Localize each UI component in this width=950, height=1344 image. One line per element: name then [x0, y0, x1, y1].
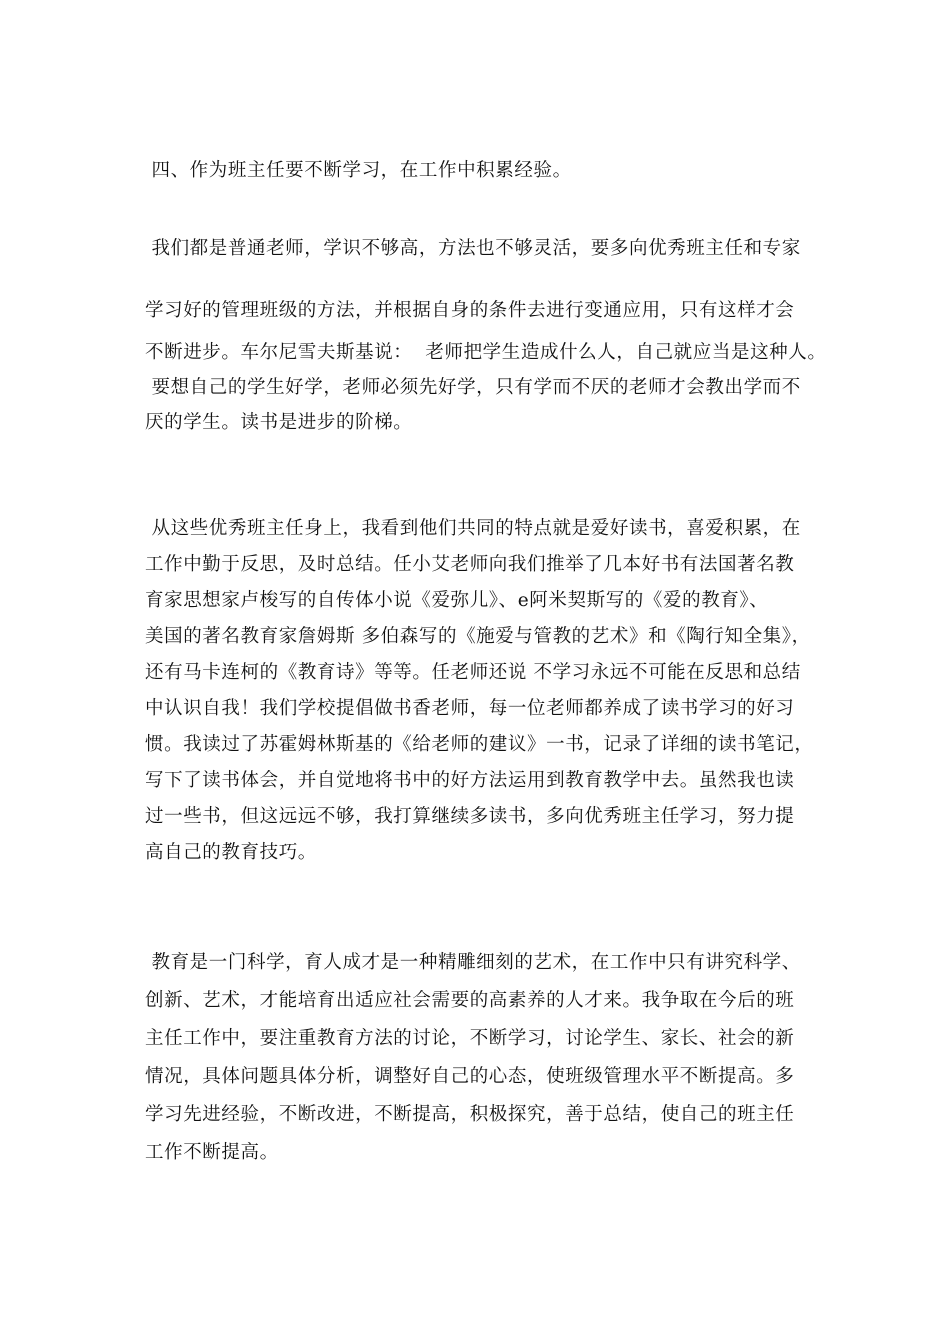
paragraph-2-line-1: 从这些优秀班主任身上，我看到他们共同的特点就是爱好读书，喜爱积累，在 — [145, 518, 801, 539]
paragraph-1-line-4: 要想自己的学生好学，老师必须先好学，只有学而不厌的老师才会教出学而不 — [145, 377, 801, 398]
paragraph-2-line-3: 育家思想家卢梭写的自传体小说《爱弥儿》、e阿米契斯写的《爱的教育》、 — [145, 590, 769, 611]
paragraph-1-line-2: 学习好的管理班级的方法，并根据自身的条件去进行变通应用，只有这样才会 — [145, 300, 795, 321]
paragraph-3-line-3: 主任工作中，要注重教育方法的讨论，不断学习，讨论学生、家长、社会的新 — [145, 1028, 795, 1049]
paragraph-2-line-6: 中认识自我！我们学校提倡做书香老师，每一位老师都养成了读书学习的好习 — [145, 698, 795, 719]
paragraph-2-line-4: 美国的著名教育家詹姆斯 多伯森写的《施爱与管教的艺术》和《陶行知全集》， — [145, 626, 811, 647]
paragraph-3-line-5: 学习先进经验，不断改进，不断提高，积极探究，善于总结，使自己的班主任 — [145, 1104, 795, 1125]
paragraph-3-line-2: 创新、艺术，才能培育出适应社会需要的高素养的人才来。我争取在今后的班 — [145, 990, 795, 1011]
paragraph-2-line-8: 写下了读书体会，并自觉地将书中的好方法运用到教育教学中去。虽然我也读 — [145, 770, 795, 791]
paragraph-1-line-5: 厌的学生。读书是进步的阶梯。 — [145, 412, 413, 433]
section-heading: 四、作为班主任要不断学习，在工作中积累经验。 — [145, 160, 572, 181]
paragraph-3-line-6: 工作不断提高。 — [145, 1142, 279, 1163]
paragraph-3-line-1: 教育是一门科学，育人成才是一种精雕细刻的艺术，在工作中只有讲究科学、 — [145, 952, 801, 973]
paragraph-2-line-9: 过一些书，但这远远不够，我打算继续多读书，多向优秀班主任学习，努力提 — [145, 806, 795, 827]
paragraph-2-line-5: 还有马卡连柯的《教育诗》等等。任老师还说 不学习永远不可能在反思和总结 — [145, 662, 801, 683]
paragraph-3-line-4: 情况，具体问题具体分析，调整好自己的心态，使班级管理水平不断提高。多 — [145, 1066, 795, 1087]
paragraph-1-line-1: 我们都是普通老师，学识不够高，方法也不够灵活，要多向优秀班主任和专家 — [145, 238, 801, 259]
paragraph-2-line-2: 工作中勤于反思，及时总结。任小艾老师向我们推举了几本好书有法国著名教 — [145, 554, 795, 575]
paragraph-1-line-3: 不断进步。车尔尼雪夫斯基说： 老师把学生造成什么人，自己就应当是这种人。 — [145, 342, 827, 363]
paragraph-2-line-10: 高自己的教育技巧。 — [145, 842, 317, 863]
paragraph-2-line-7: 惯。我读过了苏霍姆林斯基的《给老师的建议》一书，记录了详细的读书笔记， — [145, 734, 814, 755]
